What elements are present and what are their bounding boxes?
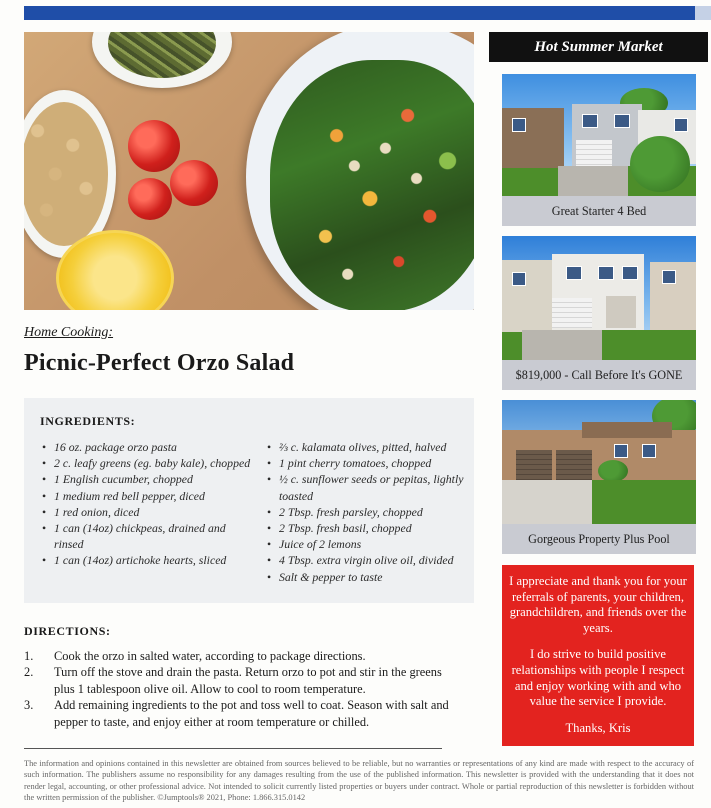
cherry-tomato <box>128 178 172 220</box>
ingredient-item: • 2 c. leafy greens (eg. baby kale), chopped <box>40 455 257 471</box>
directions-heading: DIRECTIONS: <box>24 624 111 638</box>
ingredient-item: • 1 pint cherry tomatoes, chopped <box>265 455 474 471</box>
signature: Thanks, Kris <box>565 720 631 735</box>
directions-list <box>24 648 456 730</box>
ingredient-item: • ½ c. sunflower seeds or pepitas, lightly toasted <box>265 471 474 503</box>
chickpeas <box>24 102 108 246</box>
ingredient-item: • 1 medium red bell pepper, diced <box>40 488 257 504</box>
ingredients-list-left <box>40 439 265 585</box>
step-text: Turn off the stove and drain the pasta. Return orzo to pot and stir in the greens plus 1 tablespoon olive oil. Allow to cool to room temperature. <box>54 665 442 696</box>
listing-caption-2: $819,000 - Call Before It's GONE <box>502 360 696 390</box>
legal-disclaimer: The information and opinions contained in this newsletter are obtained from sources believed to be reliable, but no warranties or representations of any kind are made with respect to the accuracy of such information. The publishers assume no responsibility for any damages resulting from the use of the published information. This newsletter is provided with the understanding that it does not render legal, accounting, or other professional advice. Not intended to solicit currently listed properties or buyers under contract. Whole or partial reproduction of this newsletter is forbidden without the written permission of the publisher. ©Jumptools® 2021, Phone: 1.866.315.0142 <box>24 759 694 803</box>
direction-step <box>24 648 456 664</box>
ingredient-item: • Juice of 2 lemons <box>265 536 474 552</box>
cherry-tomato <box>170 160 218 206</box>
ingredient-item: • 1 can (14oz) chickpeas, drained and rinsed <box>40 520 257 552</box>
ingredients-list-right <box>265 439 474 585</box>
market-heading: Hot Summer Market <box>489 32 708 62</box>
orzo-salad-photo <box>24 32 474 310</box>
ingredients-box <box>24 398 474 603</box>
ingredient-item: • 2 Tbsp. fresh basil, chopped <box>265 520 474 536</box>
ingredient-item: • ⅔ c. kalamata olives, pitted, halved <box>265 439 474 455</box>
ingredient-item: • Salt & pepper to taste <box>265 569 474 585</box>
section-kicker: Home Cooking: <box>24 325 114 340</box>
ingredient-item: • 1 English cucumber, chopped <box>40 471 257 487</box>
thanks-paragraph: I do strive to build positive relationships with people I respect and enjoy working with and who value the service I provide. <box>511 647 685 709</box>
direction-step <box>24 697 456 730</box>
ingredients-heading: INGREDIENTS: <box>40 414 136 428</box>
listing-caption-3: Gorgeous Property Plus Pool <box>502 524 696 554</box>
top-accent-bar <box>24 6 695 20</box>
footer-divider <box>24 748 442 749</box>
ingredient-item: • 1 can (14oz) artichoke hearts, sliced <box>40 552 257 568</box>
cherry-tomato <box>128 120 180 172</box>
step-number: 2. <box>24 665 34 680</box>
direction-step <box>24 664 456 697</box>
listing-photo-2 <box>502 236 696 360</box>
top-accent-bar-edge <box>695 6 711 20</box>
recipe-title: Picnic-Perfect Orzo Salad <box>24 350 295 376</box>
ingredient-item: • 1 red onion, diced <box>40 504 257 520</box>
step-number: 3. <box>24 698 34 713</box>
listing-caption-1: Great Starter 4 Bed <box>502 196 696 226</box>
listing-photo-3 <box>502 400 696 524</box>
ingredient-item: • 16 oz. package orzo pasta <box>40 439 257 455</box>
step-text: Add remaining ingredients to the pot and toss well to coat. Season with salt and pepper to taste, and enjoy either at room temperature or chilled. <box>54 698 449 729</box>
orzo-salad <box>270 60 474 310</box>
ingredient-item: • 2 Tbsp. fresh parsley, chopped <box>265 504 474 520</box>
thank-you-box <box>502 565 694 746</box>
ingredient-item: • 4 Tbsp. extra virgin olive oil, divided <box>265 552 474 568</box>
step-number: 1. <box>24 649 34 663</box>
listing-photo-1 <box>502 74 696 196</box>
step-text: Cook the orzo in salted water, according to package directions. <box>54 649 366 663</box>
thanks-paragraph: I appreciate and thank you for your referrals of parents, your children, grandchildren, and friends over the years. <box>509 574 687 635</box>
